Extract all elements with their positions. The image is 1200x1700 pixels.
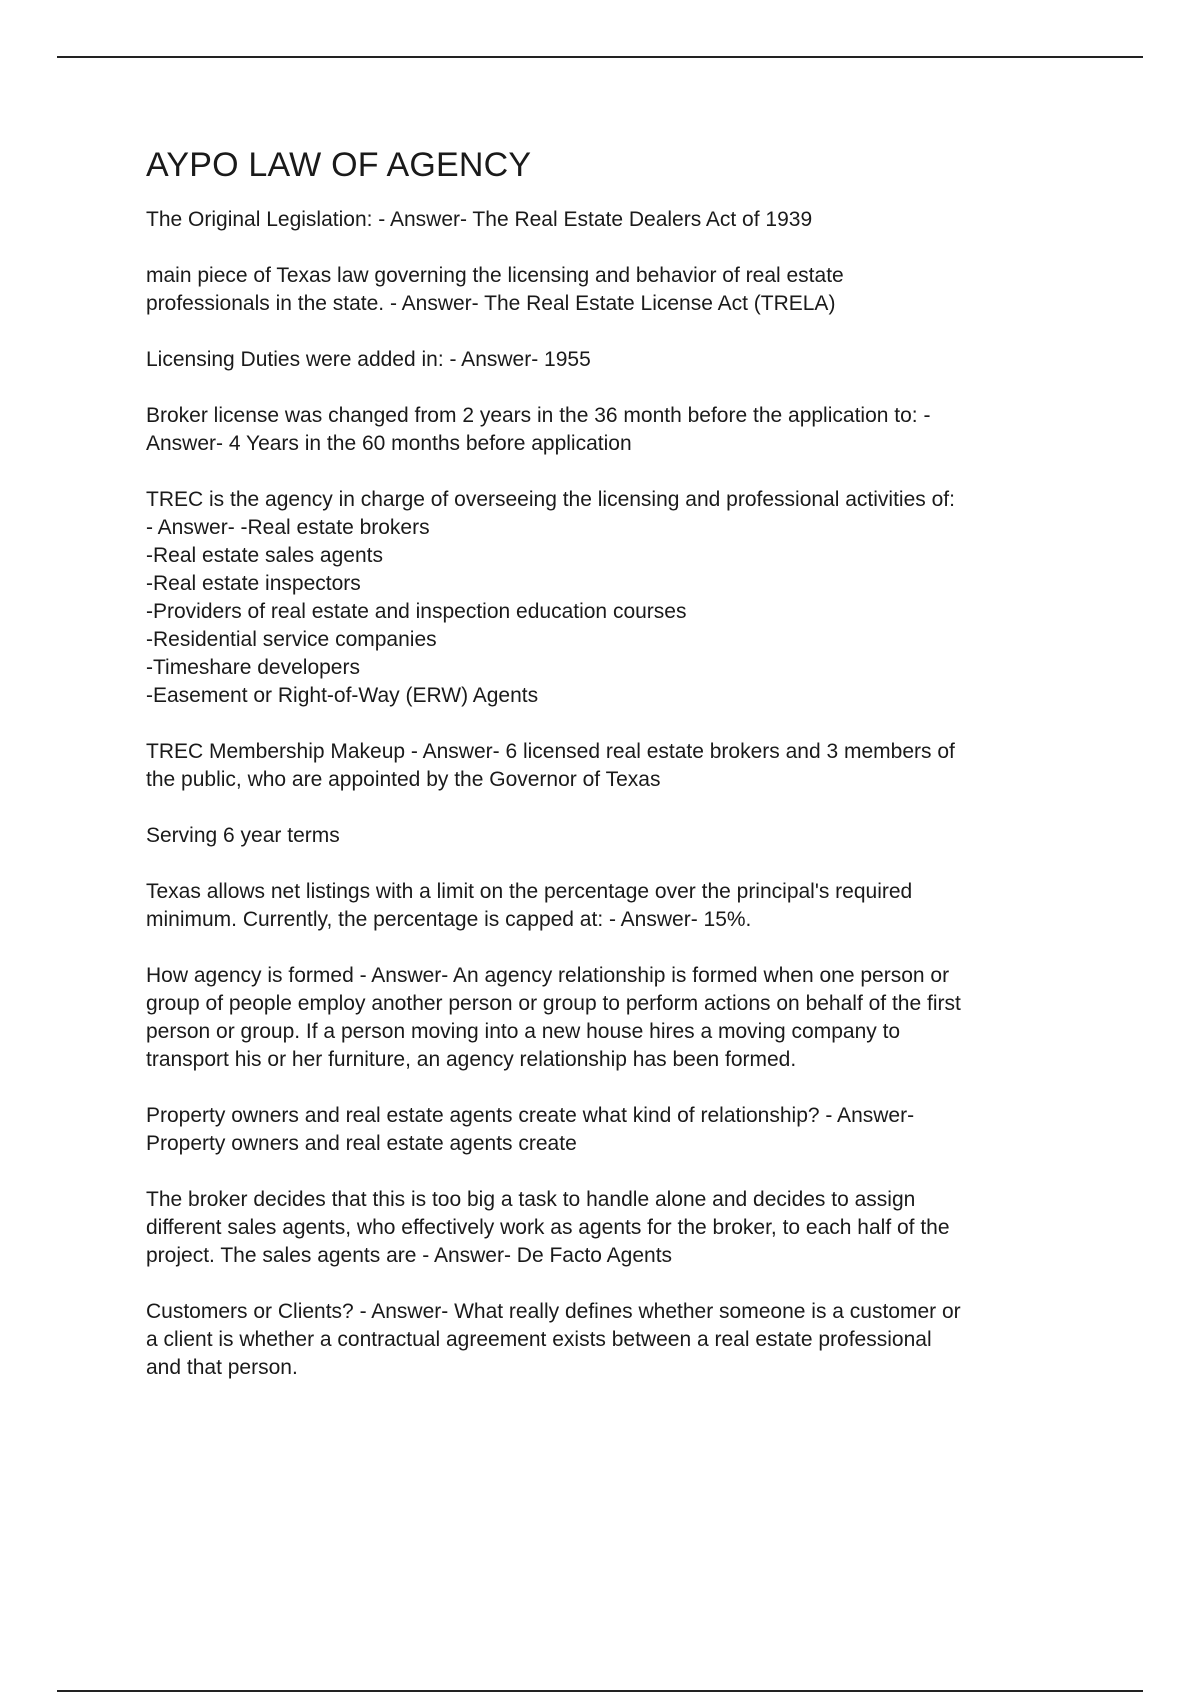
document-body xyxy=(146,142,1106,1410)
page-title: AYPO LAW OF AGENCY xyxy=(146,146,532,184)
qa-entry-net-listings: Texas allows net listings with a limit on the percentage over the principal's required minimum. Currently, the percentage is capped at: - Answer- 15%. xyxy=(146,880,913,931)
header-divider xyxy=(57,56,1143,58)
qa-entry-broker-license: Broker license was changed from 2 years in the 36 month before the application to: - Answer- 4 Years in the 60 months before application xyxy=(146,404,931,455)
qa-entry-licensing-duties: Licensing Duties were added in: - Answer- 1955 xyxy=(146,348,591,371)
qa-entry-agency-formed: How agency is formed - Answer- An agency relationship is formed when one person or group of people employ another person or group to perform actions on behalf of the first person or group. If a person moving into a new house hires a moving company to transport his or her furniture, an agency relationship has been formed. xyxy=(146,964,961,1071)
qa-entry-owner-agent-relationship: Property owners and real estate agents create what kind of relationship? - Answer- Property owners and real estate agents create xyxy=(146,1104,915,1155)
qa-entry-trela: main piece of Texas law governing the licensing and behavior of real estate professionals in the state. - Answer- The Real Estate License Act (TRELA) xyxy=(146,264,844,315)
footer-divider xyxy=(57,1690,1143,1692)
qa-entry-customers-or-clients: Customers or Clients? - Answer- What really defines whether someone is a customer or a client is whether a contractual agreement exists between a real estate professional and that person. xyxy=(146,1300,961,1379)
qa-entry-serving-terms: Serving 6 year terms xyxy=(146,824,340,847)
qa-entry-trec-membership: TREC Membership Makeup - Answer- 6 licensed real estate brokers and 3 members of the public, who are appointed by the Governor of Texas xyxy=(146,740,955,791)
qa-entry-de-facto-agents: The broker decides that this is too big a task to handle alone and decides to assign different sales agents, who effectively work as agents for the broker, to each half of the project. The sales agents are - Answer- De Facto Agents xyxy=(146,1188,950,1267)
qa-entry-trec-oversight: TREC is the agency in charge of overseeing the licensing and professional activities of: - Answer- -Real estate brokers -Real estate sales agents -Real estate inspectors -Providers of real estate and inspection education courses -Residential service companies -Timeshare developers -Easement or Right-of-Way (ERW) Agents xyxy=(146,488,955,707)
qa-entry-original-legislation: The Original Legislation: - Answer- The Real Estate Dealers Act of 1939 xyxy=(146,208,813,231)
